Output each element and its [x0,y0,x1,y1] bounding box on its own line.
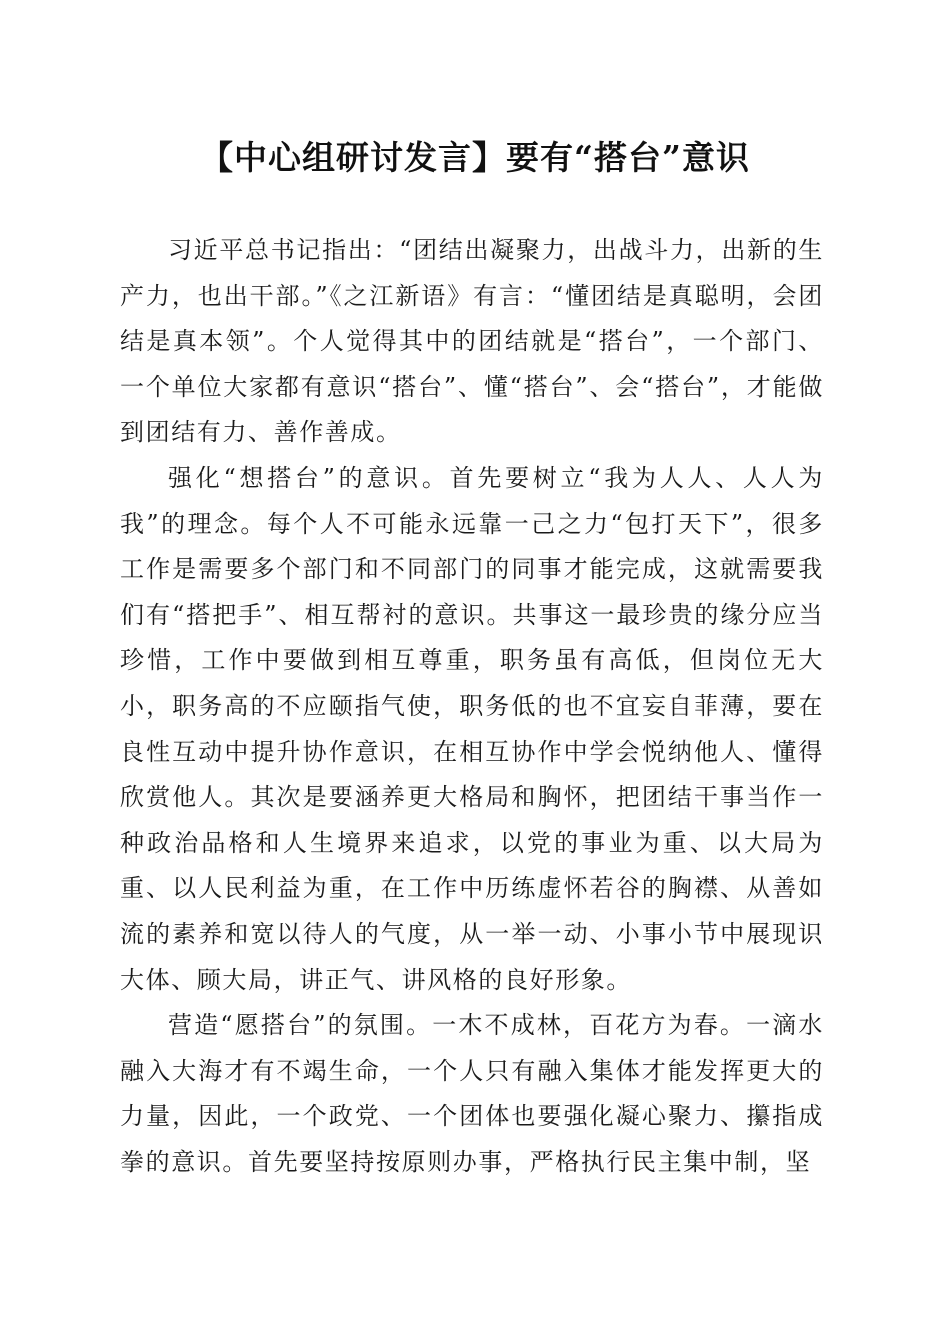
document-body [120,228,824,1185]
paragraph-2: 强化“想搭台”的意识。首先要树立“我为人人、人人为我”的理念。每个人不可能永远靠一己之力“包打天下”，很多工作是需要多个部门和不同部门的同事才能完成，这就需要我们有“搭把手”、相互帮衬的意识。共事这一最珍贵的缘分应当珍惜，工作中要做到相互尊重，职务虽有高低，但岗位无大小，职务高的不应颐指气使，职务低的也不宜妄自菲薄，要在良性互动中提升协作意识，在相互协作中学会悦纳他人、懂得欣赏他人。其次是要涵养更大格局和胸怀，把团结干事当作一种政治品格和人生境界来追求，以党的事业为重、以大局为重、以人民利益为重，在工作中历练虚怀若谷的胸襟、从善如流的素养和宽以待人的气度，从一举一动、小事小节中展现识大体、顾大局，讲正气、讲风格的良好形象。 [120,463,824,994]
paragraph-3: 营造“愿搭台”的氛围。一木不成林，百花方为春。一滴水融入大海才有不竭生命，一个人只有融入集体才能发挥更大的力量，因此，一个政党、一个团体也要强化凝心聚力、攥指成拳的意识。首先要坚持按原则办事，严格执行民主集中制，坚 [120,1011,824,1176]
paragraph-1: 习近平总书记指出：“团结出凝聚力，出战斗力，出新的生产力，也出干部。”《之江新语》有言：“懂团结是真聪明，会团结是真本领”。个人觉得其中的团结就是“搭台”，一个部门、一个单位大家都有意识“搭台”、懂“搭台”、会“搭台”，才能做到团结有力、善作善成。 [120,236,824,447]
document-title: 【中心组研讨发言】要有“搭台”意识 [200,138,750,177]
